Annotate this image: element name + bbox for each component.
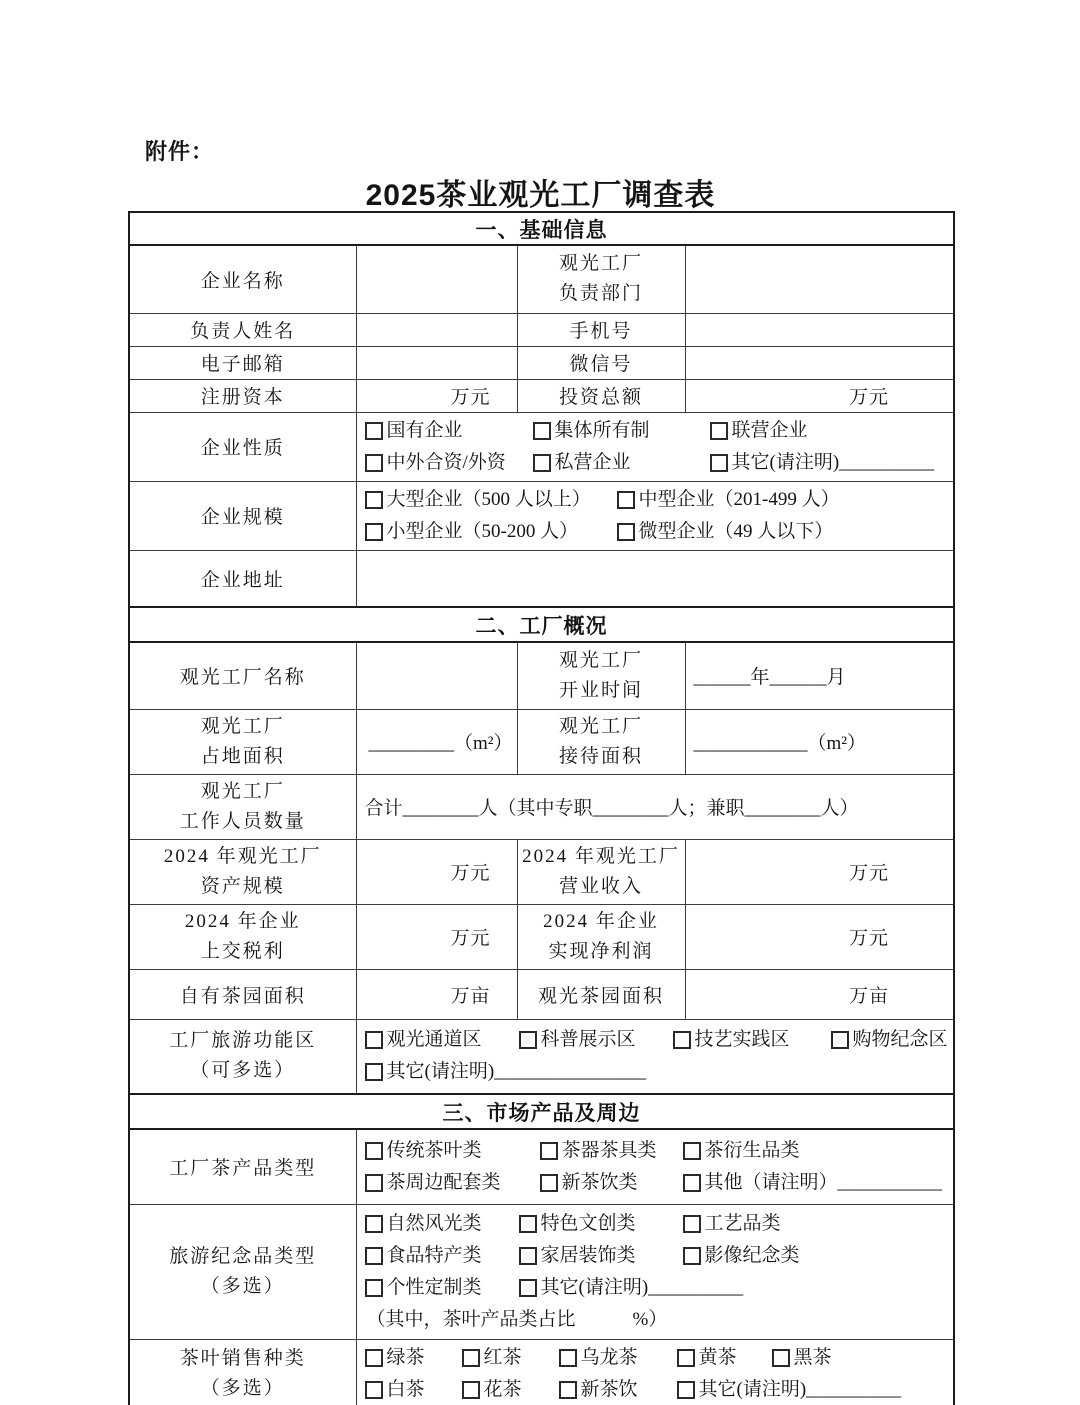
checkbox-icon[interactable] xyxy=(559,1381,577,1399)
checkbox-line xyxy=(365,1374,946,1405)
checkbox-item[interactable]: 新茶饮 xyxy=(559,1374,677,1405)
tea-product-type-options xyxy=(356,1129,954,1204)
tour-zone-options xyxy=(356,1019,954,1094)
table-row xyxy=(129,550,954,607)
registered-capital-input-cell[interactable]: 万元 xyxy=(356,379,517,412)
checkbox-item[interactable]: 其它(请注明)________________ xyxy=(365,1056,946,1088)
checkbox-item[interactable]: 购物纪念区 xyxy=(831,1024,948,1056)
tax-paid-label: 2024 年企业 上交税利 xyxy=(129,904,356,969)
checkbox-item[interactable]: 黄茶 xyxy=(677,1342,772,1374)
checkbox-icon[interactable] xyxy=(540,1142,558,1160)
opening-time-input-cell[interactable]: ______年______月 xyxy=(685,642,954,709)
checkbox-item[interactable]: 国有企业 xyxy=(365,415,533,447)
responsible-dept-input-cell[interactable] xyxy=(685,245,954,313)
checkbox-icon[interactable] xyxy=(519,1031,537,1049)
wechat-input-cell[interactable] xyxy=(685,346,954,379)
checkbox-icon[interactable] xyxy=(365,1031,383,1049)
checkbox-icon[interactable] xyxy=(533,422,551,440)
table-row xyxy=(129,1339,954,1405)
table-row xyxy=(129,1129,954,1204)
checkbox-icon[interactable] xyxy=(617,523,635,541)
checkbox-item[interactable]: 特色文创类 xyxy=(519,1208,683,1240)
survey-table xyxy=(128,211,955,1405)
checkbox-icon[interactable] xyxy=(683,1247,701,1265)
checkbox-icon[interactable] xyxy=(519,1215,537,1233)
checkbox-line xyxy=(365,484,946,516)
table-row xyxy=(129,313,954,346)
checkbox-icon[interactable] xyxy=(365,1174,383,1192)
asset-scale-input-cell[interactable]: 万元 xyxy=(356,839,517,904)
contact-name-label: 负责人姓名 xyxy=(129,313,356,346)
reception-area-label: 观光工厂 接待面积 xyxy=(517,709,685,774)
checkbox-icon[interactable] xyxy=(673,1031,691,1049)
net-profit-input-cell[interactable]: 万元 xyxy=(685,904,954,969)
attachment-label: 附件： xyxy=(145,139,215,164)
revenue-input-cell[interactable]: 万元 xyxy=(685,839,954,904)
checkbox-icon[interactable] xyxy=(365,1142,383,1160)
checkbox-item[interactable]: 食品特产类 xyxy=(365,1240,519,1272)
section-header-market-products: 三、市场产品及周边 xyxy=(129,1094,954,1129)
table-row xyxy=(129,245,954,313)
checkbox-item[interactable]: 小型企业（50-200 人） xyxy=(365,516,617,548)
checkbox-line xyxy=(365,1208,946,1240)
souvenir-tea-share-note: （其中，茶叶产品类占比 %） xyxy=(366,1308,668,1330)
reception-area-input-cell[interactable]: ____________（m²） xyxy=(685,709,954,774)
checkbox-item[interactable]: 红茶 xyxy=(462,1342,559,1374)
table-row xyxy=(129,481,954,550)
checkbox-line xyxy=(365,1240,946,1272)
enterprise-scale-options xyxy=(356,481,954,550)
checkbox-item[interactable]: 茶周边配套类 xyxy=(365,1167,540,1199)
checkbox-line xyxy=(365,1167,946,1199)
checkbox-icon[interactable] xyxy=(365,491,383,509)
land-area-input-cell[interactable]: _________（m²） xyxy=(356,709,517,774)
mobile-label: 手机号 xyxy=(517,313,685,346)
own-tea-garden-input-cell[interactable]: 万亩 xyxy=(356,969,517,1019)
checkbox-line xyxy=(365,516,946,548)
checkbox-item[interactable]: 工艺品类 xyxy=(683,1208,946,1240)
checkbox-icon[interactable] xyxy=(677,1381,695,1399)
checkbox-item[interactable]: 微型企业（49 人以下） xyxy=(617,516,946,548)
total-investment-label: 投资总额 xyxy=(517,379,685,412)
total-investment-input-cell[interactable]: 万元 xyxy=(685,379,954,412)
section-header-basic-info: 一、基础信息 xyxy=(129,212,954,245)
checkbox-item[interactable]: 其它(请注明)__________ xyxy=(710,447,946,479)
enterprise-nature-label: 企业性质 xyxy=(129,412,356,481)
checkbox-item[interactable]: 个性定制类 xyxy=(365,1272,519,1304)
checkbox-line xyxy=(365,447,946,479)
checkbox-icon[interactable] xyxy=(677,1349,695,1367)
company-name-input-cell[interactable] xyxy=(356,245,517,313)
own-tea-garden-label: 自有茶园面积 xyxy=(129,969,356,1019)
table-row xyxy=(129,642,954,709)
souvenir-type-options xyxy=(356,1204,954,1339)
checkbox-item[interactable]: 其他（请注明）___________ xyxy=(683,1167,946,1199)
mobile-input-cell[interactable] xyxy=(685,313,954,346)
checkbox-item[interactable]: 联营企业 xyxy=(710,415,946,447)
asset-scale-label: 2024 年观光工厂 资产规模 xyxy=(129,839,356,904)
checkbox-icon[interactable] xyxy=(365,1063,383,1081)
checkbox-item[interactable]: 其它(请注明)__________ xyxy=(677,1374,946,1405)
checkbox-item[interactable]: 技艺实践区 xyxy=(673,1024,831,1056)
checkbox-icon[interactable] xyxy=(831,1031,849,1049)
checkbox-icon[interactable] xyxy=(462,1381,480,1399)
land-area-label: 观光工厂 占地面积 xyxy=(129,709,356,774)
address-label: 企业地址 xyxy=(129,550,356,607)
staff-count-label: 观光工厂 工作人员数量 xyxy=(129,774,356,839)
checkbox-icon[interactable] xyxy=(462,1349,480,1367)
table-row xyxy=(129,904,954,969)
checkbox-item[interactable]: 观光通道区 xyxy=(365,1024,519,1056)
staff-count-input-cell[interactable]: 合计________人（其中专职________人；兼职________人） xyxy=(356,774,954,839)
tea-sales-type-label: 茶叶销售种类 （多选） xyxy=(129,1339,356,1405)
souvenir-type-label: 旅游纪念品类型 （多选） xyxy=(129,1204,356,1339)
checkbox-item[interactable]: 私营企业 xyxy=(533,447,710,479)
checkbox-icon[interactable] xyxy=(365,1247,383,1265)
enterprise-scale-label: 企业规模 xyxy=(129,481,356,550)
checkbox-icon[interactable] xyxy=(365,1381,383,1399)
checkbox-icon[interactable] xyxy=(617,491,635,509)
checkbox-icon[interactable] xyxy=(365,1349,383,1367)
tax-paid-input-cell[interactable]: 万元 xyxy=(356,904,517,969)
table-row xyxy=(129,1019,954,1094)
checkbox-item[interactable]: 集体所有制 xyxy=(533,415,710,447)
checkbox-icon[interactable] xyxy=(519,1247,537,1265)
factory-name-input-cell[interactable] xyxy=(356,642,517,709)
checkbox-icon[interactable] xyxy=(533,454,551,472)
checkbox-icon[interactable] xyxy=(710,454,728,472)
checkbox-icon[interactable] xyxy=(365,454,383,472)
checkbox-line xyxy=(365,1272,946,1304)
wechat-label: 微信号 xyxy=(517,346,685,379)
checkbox-item[interactable]: 乌龙茶 xyxy=(559,1342,677,1374)
checkbox-item[interactable]: 茶器茶具类 xyxy=(540,1135,683,1167)
table-row xyxy=(129,379,954,412)
table-row xyxy=(129,709,954,774)
checkbox-item[interactable]: 中外合资/外资 xyxy=(365,447,533,479)
checkbox-icon[interactable] xyxy=(710,422,728,440)
company-name-label: 企业名称 xyxy=(129,245,356,313)
checkbox-line xyxy=(365,1135,946,1167)
net-profit-label: 2024 年企业 实现净利润 xyxy=(517,904,685,969)
checkbox-line xyxy=(365,1024,946,1056)
checkbox-icon[interactable] xyxy=(772,1349,790,1367)
factory-name-label: 观光工厂名称 xyxy=(129,642,356,709)
table-row xyxy=(129,346,954,379)
checkbox-item[interactable]: 绿茶 xyxy=(365,1342,462,1374)
table-row xyxy=(129,774,954,839)
checkbox-line xyxy=(365,1056,946,1088)
tea-sales-type-options xyxy=(356,1339,954,1405)
checkbox-item[interactable]: 传统茶叶类 xyxy=(365,1135,540,1167)
tour-tea-garden-input-cell[interactable]: 万亩 xyxy=(685,969,954,1019)
checkbox-icon[interactable] xyxy=(365,422,383,440)
table-row xyxy=(129,969,954,1019)
checkbox-item[interactable]: 影像纪念类 xyxy=(683,1240,946,1272)
checkbox-icon[interactable] xyxy=(683,1215,701,1233)
contact-name-input-cell[interactable] xyxy=(356,313,517,346)
tour-zone-label: 工厂旅游功能区 （可多选） xyxy=(129,1019,356,1094)
checkbox-item[interactable]: 茶衍生品类 xyxy=(683,1135,946,1167)
checkbox-icon[interactable] xyxy=(683,1142,701,1160)
enterprise-nature-options xyxy=(356,412,954,481)
tea-product-type-label: 工厂茶产品类型 xyxy=(129,1129,356,1204)
opening-time-label: 观光工厂 开业时间 xyxy=(517,642,685,709)
tour-tea-garden-label: 观光茶园面积 xyxy=(517,969,685,1019)
checkbox-item[interactable]: 科普展示区 xyxy=(519,1024,673,1056)
table-row xyxy=(129,839,954,904)
checkbox-item[interactable]: 中型企业（201-499 人） xyxy=(617,484,946,516)
checkbox-line xyxy=(365,415,946,447)
email-input-cell[interactable] xyxy=(356,346,517,379)
section-header-factory-overview: 二、工厂概况 xyxy=(129,607,954,642)
registered-capital-label: 注册资本 xyxy=(129,379,356,412)
address-input-cell[interactable] xyxy=(356,550,954,607)
checkbox-icon[interactable] xyxy=(365,1215,383,1233)
checkbox-item[interactable]: 新茶饮类 xyxy=(540,1167,683,1199)
checkbox-item[interactable]: 大型企业（500 人以上） xyxy=(365,484,617,516)
checkbox-item[interactable]: 其它(请注明)__________ xyxy=(519,1272,946,1304)
checkbox-icon[interactable] xyxy=(519,1279,537,1297)
checkbox-item[interactable]: 黑茶 xyxy=(772,1342,946,1374)
checkbox-item[interactable]: 花茶 xyxy=(462,1374,559,1405)
responsible-dept-label: 观光工厂 负责部门 xyxy=(517,245,685,313)
checkbox-item[interactable]: 白茶 xyxy=(365,1374,462,1405)
revenue-label: 2024 年观光工厂 营业收入 xyxy=(517,839,685,904)
checkbox-item[interactable]: 家居装饰类 xyxy=(519,1240,683,1272)
table-row xyxy=(129,412,954,481)
email-label: 电子邮箱 xyxy=(129,346,356,379)
table-row xyxy=(129,1204,954,1339)
checkbox-icon[interactable] xyxy=(365,1279,383,1297)
checkbox-item[interactable]: 自然风光类 xyxy=(365,1208,519,1240)
checkbox-line xyxy=(365,1342,946,1374)
checkbox-icon[interactable] xyxy=(559,1349,577,1367)
page-title: 2025茶业观光工厂调查表 xyxy=(365,179,716,212)
checkbox-icon[interactable] xyxy=(365,523,383,541)
checkbox-icon[interactable] xyxy=(540,1174,558,1192)
checkbox-icon[interactable] xyxy=(683,1174,701,1192)
